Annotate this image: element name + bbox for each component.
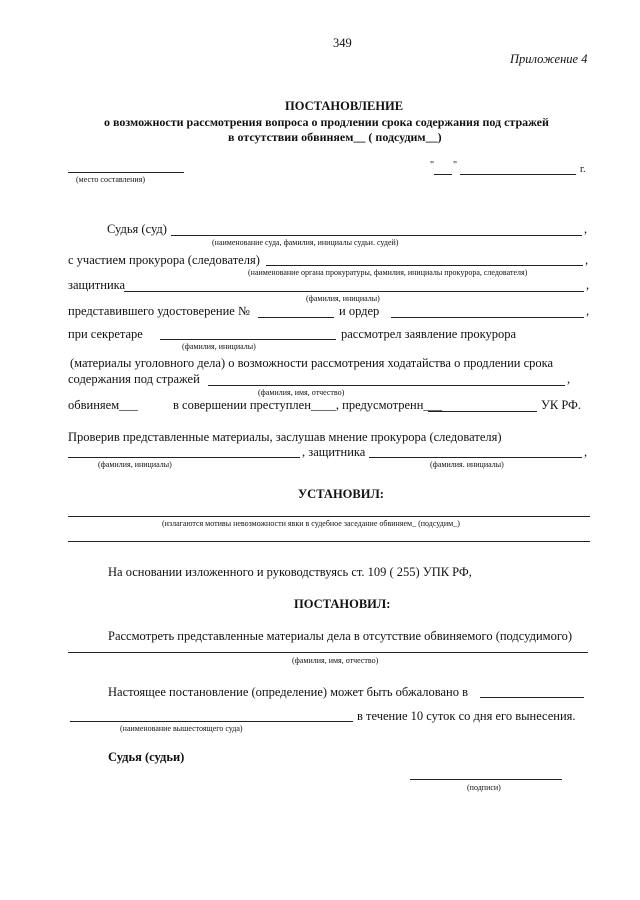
prosecutor-label: с участием прокурора (следователя)	[68, 253, 260, 267]
judge-caption: (наименование суда, фамилия, инициалы судьи. судей)	[212, 238, 399, 247]
page-number: 349	[333, 36, 352, 50]
place-caption: (место составления)	[76, 175, 145, 184]
judge-sign-label: Судья (судьи)	[108, 750, 185, 764]
appeal-court-line	[480, 697, 584, 698]
secretary-line	[160, 339, 336, 340]
basis-line: На основании изложенного и руководствуясь ст. 109 ( 255) УПК РФ,	[108, 565, 472, 579]
id-line	[258, 317, 334, 318]
document-title: ПОСТАНОВЛЕНИЕ	[285, 99, 404, 113]
reviewed-line: Проверив представленные материалы, заслушав мнение прокурора (следователя)	[68, 430, 502, 444]
document-subtitle-1: о возможности рассмотрения вопроса о продлении срока содержания под стражей	[104, 115, 549, 129]
date-quote-close: "	[453, 160, 458, 171]
defender-caption: (фамилия, инициалы)	[306, 294, 380, 303]
consider-line: Рассмотреть представленные материалы дела в отсутствие обвиняемого (подсудимого)	[108, 629, 573, 643]
consider-caption: (фамилия, имя, отчество)	[292, 656, 379, 665]
order-label: и ордер	[339, 304, 380, 318]
appendix-label: Приложение 4	[510, 52, 588, 66]
appeal-court-line-2	[70, 721, 353, 722]
materials-line: (материалы уголовного дела) о возможности рассмотрения ходатайства о продлении срока	[70, 356, 554, 370]
document-subtitle-2: в отсутствии обвиняем__ ( подсудим__)	[228, 130, 442, 144]
established-line-1	[68, 516, 590, 517]
id-label: представившего удостоверение №	[68, 304, 250, 318]
place-line	[68, 172, 184, 173]
secretary-label: при секретаре	[68, 327, 143, 341]
judge-label: Судья (суд)	[107, 222, 167, 236]
date-day-line	[434, 174, 452, 175]
judge-line	[171, 235, 582, 236]
reviewed-prosecutor-line	[68, 457, 300, 458]
established-heading: УСТАНОВИЛ:	[298, 487, 384, 501]
custody-label: содержания под стражей	[68, 372, 200, 386]
crime-article-line	[428, 411, 537, 412]
date-quote-open: "	[430, 160, 435, 171]
reviewed-caption-left: (фамилия, инициалы)	[98, 460, 172, 469]
consider-line-blank	[68, 652, 588, 653]
signature-caption: (подписи)	[467, 783, 501, 792]
decided-heading: ПОСТАНОВИЛ:	[294, 597, 391, 611]
considered-label: рассмотрел заявление прокурора	[341, 327, 517, 341]
prosecutor-line	[266, 265, 583, 266]
defender-line	[124, 291, 584, 292]
appeal-term: в течение 10 суток со дня его вынесения.	[357, 709, 576, 723]
reviewed-defender-line	[369, 457, 582, 458]
custody-line	[208, 385, 565, 386]
defender2-label: , защитника	[302, 445, 366, 459]
crime-label: в совершении преступлен____, предусмотренн___	[173, 398, 443, 412]
date-month-line	[460, 174, 576, 175]
established-line-2	[68, 541, 590, 542]
appeal-line: Настоящее постановление (определение) может быть обжаловано в	[108, 685, 468, 699]
secretary-caption: (фамилия, инициалы)	[182, 342, 256, 351]
date-suffix: г.	[580, 164, 586, 175]
defender-label: защитника	[68, 278, 126, 292]
accused-label: обвиняем___	[68, 398, 138, 412]
prosecutor-caption: (наименование органа прокуратуры, фамилия, инициалы прокурора, следователя)	[248, 268, 528, 277]
appeal-caption: (наименование вышестоящего суда)	[120, 724, 243, 733]
signature-line	[410, 779, 562, 780]
established-caption: (излагаются мотивы невозможности явки в судебное заседание обвиняем_ (подсудим_)	[162, 519, 460, 528]
order-line	[391, 317, 584, 318]
code-label: УК РФ.	[541, 398, 582, 412]
custody-caption: (фамилия, имя, отчество)	[258, 388, 345, 397]
reviewed-caption-right: (фамилия. инициалы)	[430, 460, 504, 469]
